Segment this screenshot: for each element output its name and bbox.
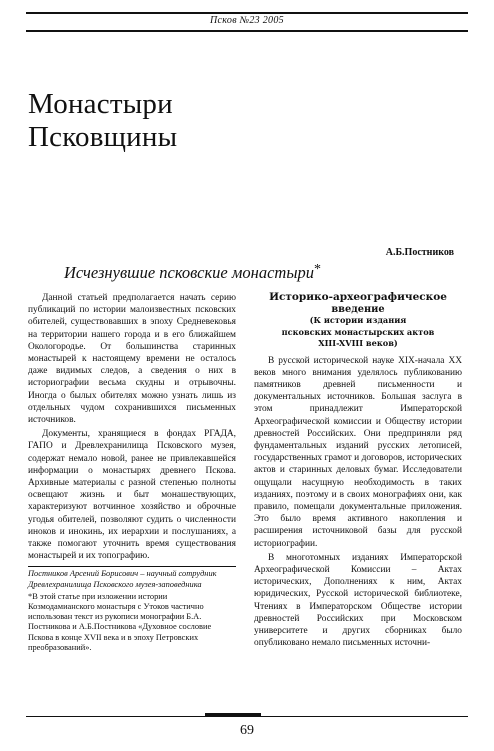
subsection-title-line4: псковских монастырских актов — [281, 326, 435, 337]
subsection-title-line1: Историко-археографическое — [269, 291, 447, 303]
section-title-line2: Псковщины — [28, 121, 178, 153]
subsection-title-line5: XIII-XVIII веков) — [318, 338, 398, 348]
footnote-divider — [28, 566, 236, 567]
left-column — [28, 292, 236, 653]
footnote-star: *В этой статье при изложении истории Козмодамианского монастыря с Утоков частично использован текст из рукописи монографии Б.А. Постникова и А.Б.Постникова «Духовное сословие Пскова в конце XVII века и в эпоху Петровских преобразований». — [28, 591, 212, 652]
left-paragraph-1: Данной статьей предполагается начать серию публикаций по истории малоизвестных псковских обителей, существовавших в эпоху Средневековья на территории нашего города и в его ближайшем Окологородье. От большинства старинных монастырей к настоящему времени не осталось даже видимых следов, а сведения о них в историографии весьма скудны и отрывочны. Иногда о былых обителях можно узнать лишь из отдельных чудом сохранившихся письменных источников. — [28, 293, 236, 426]
header-bottom-rule — [26, 30, 468, 32]
subsection-title — [254, 292, 462, 350]
page-number: 69 — [240, 723, 254, 738]
section-title-line1: Монастыри — [28, 88, 173, 120]
article-title-text: Исчезнувшие псковские монастыри — [64, 263, 314, 282]
section-title — [28, 88, 177, 154]
header-top-rule — [26, 12, 468, 14]
article-title — [64, 262, 321, 283]
right-paragraph-2: В многотомных изданиях Императорской Археографической Комиссии – Актах исторических, Дополнениях к ним, Актах юридических, Русской исторической библиотеке, Чтениях в Императорском Обществе истории древностей Российских при Московском университете и других сборниках было опубликовано немало письменных источни- — [254, 552, 462, 649]
footnotes — [28, 569, 236, 653]
subsection-title-line2: введение — [331, 303, 385, 315]
article-author: А.Б.Постников — [385, 247, 454, 258]
running-header: Псков №23 2005 — [210, 15, 284, 26]
footnote-author: Постников Арсений Борисович – научный сотрудник Древлехранилища Псковского музея-заповедника — [28, 569, 217, 589]
right-paragraph-1: В русской исторической науке XIX-начала XX веков много внимания уделялось публикованию памятников древней письменности и документальных источников. Большая заслуга в этом принадлежит Императорской Археографической комиссии и Обществу истории древностей Российских. Они предприняли ряд фундаментальных изданий русских летописей, государственных грамот и договоров, исторических актов и старинных деловых бумаг. Исследователи ощущали насущную необходимость в таких изданиях, поэтому и в своих монографиях они, как правило, помещали документальные приложения. Это было время активного накопления и расширения источниковой базы для русской историографии. — [254, 355, 462, 549]
subsection-title-line3: (К истории издания — [309, 315, 407, 325]
left-paragraph-2: Документы, хранящиеся в фондах РГАДА, ГАПО и Древлехранилища Псковского музея, содержат немало новой, ранее не привлекавшейся информации о монастырях древнего Пскова. Архивные материалы с разной степенью полноты освещают жизнь и быт монашествующих, характеризуют вотчинное хозяйство и оброчные угодья обителей, позволяют судить о численности иноков и инокинь, их иерархии и послушаниях, а также помогают уточнить время существования монастырей и их топографию. — [28, 429, 236, 562]
footer-bar — [205, 713, 261, 717]
footnote-mark: * — [314, 262, 321, 277]
right-column — [254, 292, 462, 649]
